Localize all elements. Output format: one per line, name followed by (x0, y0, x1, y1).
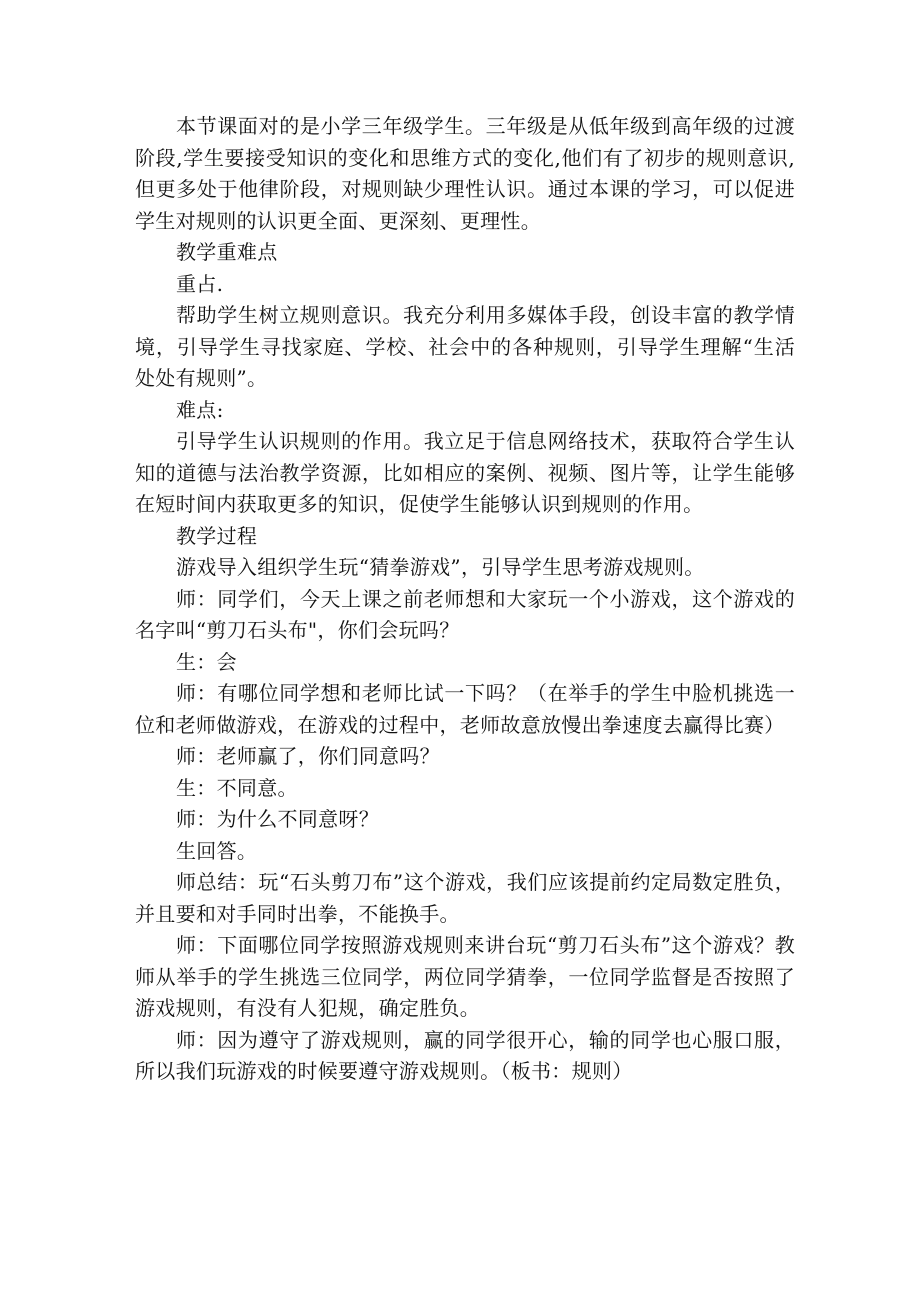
document-body (135, 111, 795, 1088)
game-intro-paragraph: 游戏导入组织学生玩“猜拳游戏”，引导学生思考游戏规则。 (176, 555, 705, 579)
intro-paragraph: 本节课面对的是小学三年级学生。三年级是从低年级到高年级的过渡阶段,学生要接受知识的变化和思维方式的变化,他们有了初步的规则意识,但更多处于他律阶段，对规则缺少理性认识。通过本课的学习，可以促进学生对规则的认识更全面、更深刻、更理性。 (135, 114, 795, 233)
dialogue-line: 师：下面哪位同学按照游戏规则来讲台玩“剪刀石头布”这个游戏？教师从举手的学生挑选三位同学，两位同学猜拳，一位同学监督是否按照了游戏规则，有没有人犯规，确定胜负。 (135, 933, 795, 1020)
dialogue-line: 师：有哪位同学想和老师比试一下吗？（在举手的学生中脸机挑选一位和老师做游戏，在游戏的过程中，老师故意放慢出拳速度去赢得比赛） (135, 681, 795, 737)
heading-key-difficult-points: 教学重难点 (176, 240, 278, 264)
dialogue-line: 师：为什么不同意呀？ (176, 807, 379, 831)
difficult-point-paragraph: 引导学生认识规则的作用。我立足于信息网络技术，获取符合学生认知的道德与法治教学资源，比如相应的案例、视频、图片等，让学生能够在短时间内获取更多的知识，促使学生能够认识到规则的作用。 (135, 429, 795, 516)
key-point-paragraph: 帮助学生树立规则意识。我充分利用多媒体手段，创设丰富的教学情境，引导学生寻找家庭、学校、社会中的各种规则，引导学生理解“生活处处有规则”。 (135, 303, 795, 390)
dialogue-line: 生：会 (176, 649, 237, 674)
teacher-summary-paragraph: 师总结：玩“石头剪刀布”这个游戏，我们应该提前约定局数定胜负，并且要和对手同时出拳，不能换手。 (135, 870, 795, 926)
dialogue-line: 师：老师赢了，你们同意吗？ (176, 744, 440, 768)
dialogue-line: 师：同学们，今天上课之前老师想和大家玩一个小游戏，这个游戏的名字叫“剪刀石头布"，你们会玩吗？ (135, 586, 795, 642)
heading-difficult-point: 难点: (176, 397, 224, 422)
dialogue-line: 生：不同意。 (176, 775, 298, 800)
closing-paragraph: 师：因为遵守了游戏规则，赢的同学很开心，输的同学也心服口服，所以我们玩游戏的时候要遵守游戏规则。（板书：规则） (135, 1027, 795, 1083)
dialogue-line: 生回答。 (176, 838, 258, 863)
heading-teaching-process: 教学过程 (176, 523, 258, 548)
heading-key-point: 重占. (176, 271, 224, 296)
